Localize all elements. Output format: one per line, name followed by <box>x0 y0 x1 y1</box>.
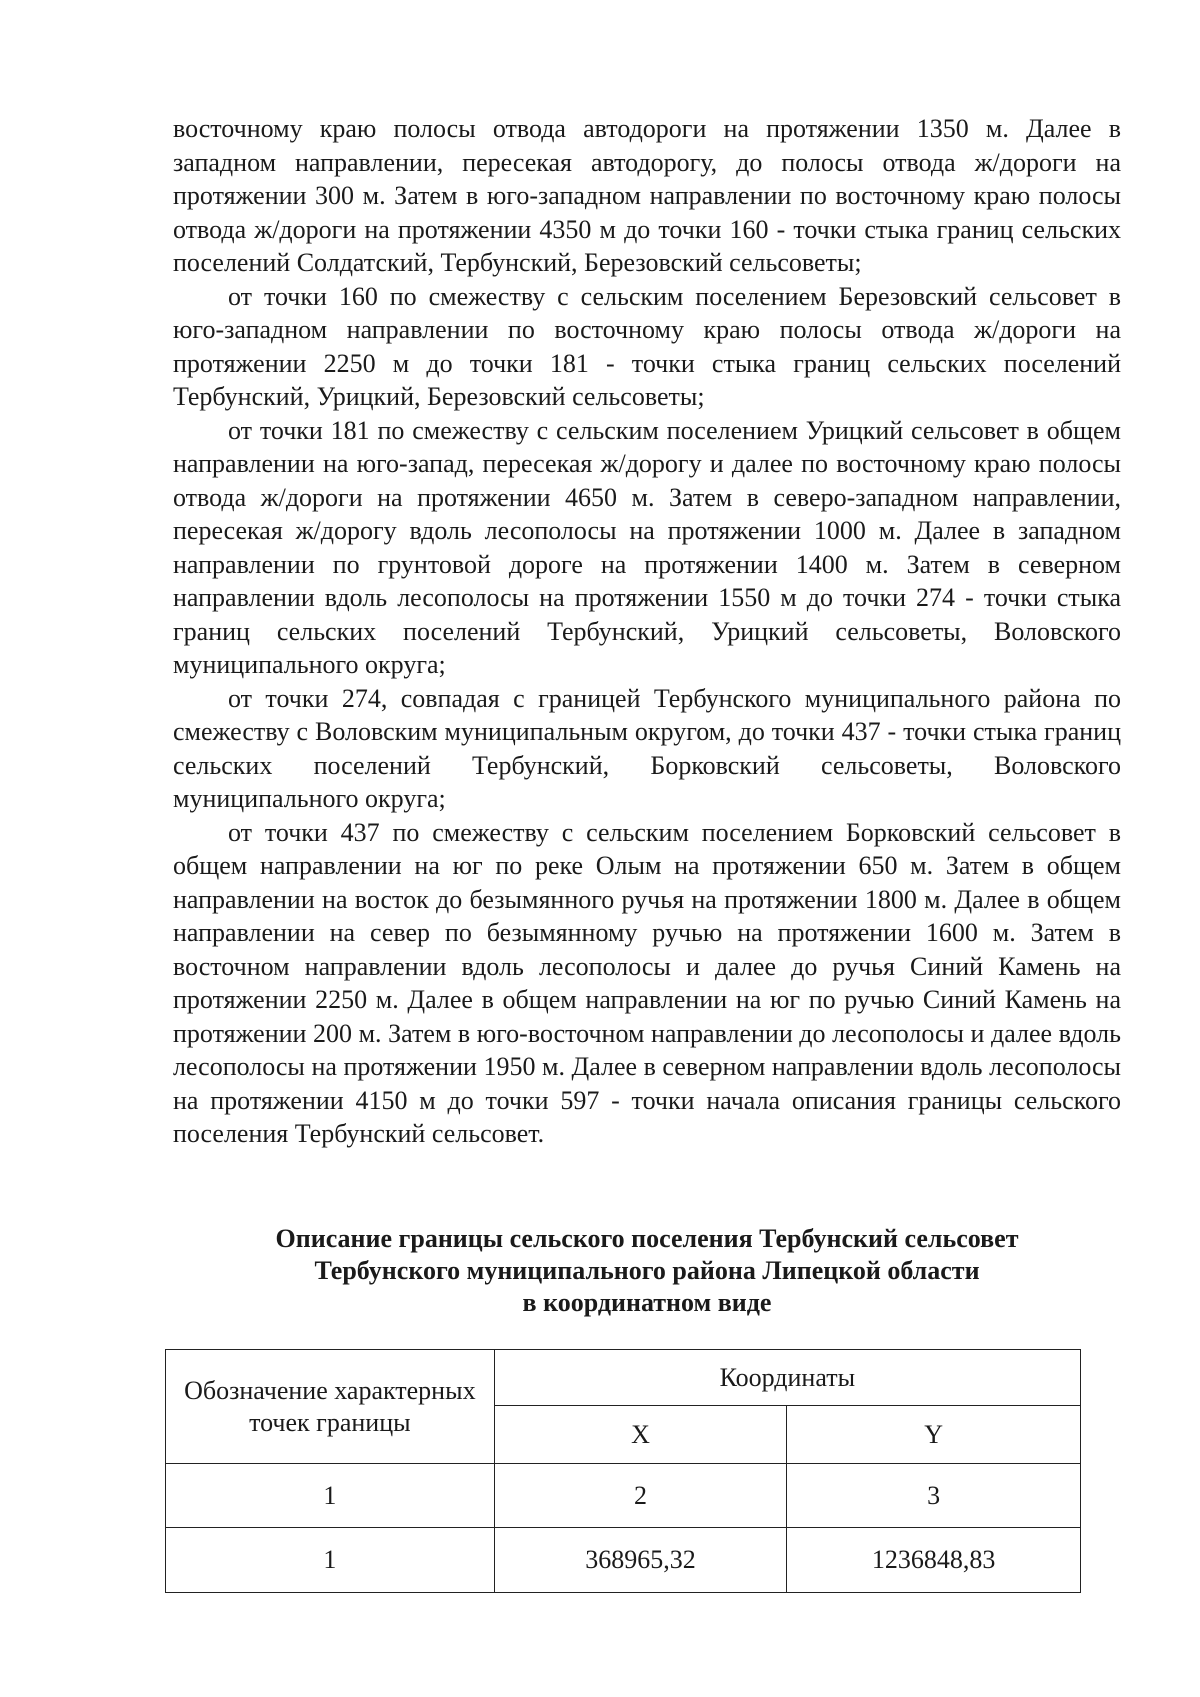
paragraph-3: от точки 181 по смежеству с сельским поселением Урицкий сельсовет в общем направлении на юго-запад, пересекая ж/дорогу и далее по восточному краю полосы отвода ж/дороги на протяжении 4650 м. Затем в северо-западном направлении, пересекая ж/дорогу вдоль лесополосы на протяжении 1000 м. Далее в западном направлении по грунтовой дороге на протяжении 1400 м. Затем в северном направлении вдоль лесополосы на протяжении 1550 м до точки 274 - точки стыка границ сельских поселений Тербунский, Урицкий сельсоветы, Воловского муниципального округа; <box>173 415 1121 679</box>
heading-line-1: Описание границы сельского поселения Тербунский сельсовет <box>275 1224 1019 1253</box>
table-header-row <box>166 1350 1081 1406</box>
coordinates-table <box>165 1349 1081 1593</box>
heading-line-3: в координатном виде <box>522 1288 772 1317</box>
paragraph-2: от точки 160 по смежеству с сельским поселением Березовский сельсовет в юго-западном направлении по восточному краю полосы отвода ж/дороги на протяжении 2250 м до точки 181 - точки стыка границ сельских поселений Тербунский, Урицкий, Березовский сельсоветы; <box>173 281 1121 411</box>
table-cell: 1 <box>166 1528 495 1593</box>
section-heading <box>173 1223 1121 1319</box>
paragraph-5: от точки 437 по смежеству с сельским поселением Борковский сельсовет в общем направлении на юг по реке Олым на протяжении 650 м. Затем в общем направлении на восток до безымянного ручья на протяжении 1800 м. Далее в общем направлении на север по безымянному ручью на протяжении 1600 м. Затем в восточном направлении вдоль лесополосы и далее до ручья Синий Камень на протяжении 2250 м. Далее в общем направлении на юг по ручью Синий Камень на протяжении 200 м. Затем в юго-восточном направлении до лесополосы и далее вдоль лесополосы на протяжении 1950 м. Далее в северном направлении вдоль лесополосы на протяжении 4150 м до точки 597 - точки начала описания границы сельского поселения Тербунский сельсовет. <box>173 817 1121 1148</box>
table-row <box>166 1528 1081 1593</box>
table-cell: 3 <box>787 1464 1081 1528</box>
heading-line-2: Тербунского муниципального района Липецкой области <box>314 1256 980 1285</box>
paragraph-1: восточному краю полосы отвода автодороги на протяжении 1350 м. Далее в западном направлении, пересекая автодорогу, до полосы отвода ж/дороги на протяжении 300 м. Затем в юго-западном направлении по восточному краю полосы отвода ж/дороги на протяжении 4350 м до точки 160 - точки стыка границ сельских поселений Солдатский, Тербунский, Березовский сельсоветы; <box>173 114 1121 277</box>
header-x: X <box>494 1406 787 1464</box>
table-cell: 2 <box>494 1464 787 1528</box>
table-cell: 1236848,83 <box>787 1528 1081 1593</box>
table-cell: 368965,32 <box>494 1528 787 1593</box>
paragraph-4: от точки 274, совпадая с границей Тербунского муниципального района по смежеству с Воловским муниципальным округом, до точки 437 - точки стыка границ сельских поселений Тербунский, Борковский сельсоветы, Воловского муниципального округа; <box>173 683 1121 813</box>
header-point-designation: Обозначение характерных точек границы <box>166 1350 495 1464</box>
header-coordinates: Координаты <box>494 1350 1080 1406</box>
header-y: Y <box>787 1406 1081 1464</box>
table-cell: 1 <box>166 1464 495 1528</box>
table-row <box>166 1464 1081 1528</box>
boundary-description-text <box>173 112 1121 1151</box>
